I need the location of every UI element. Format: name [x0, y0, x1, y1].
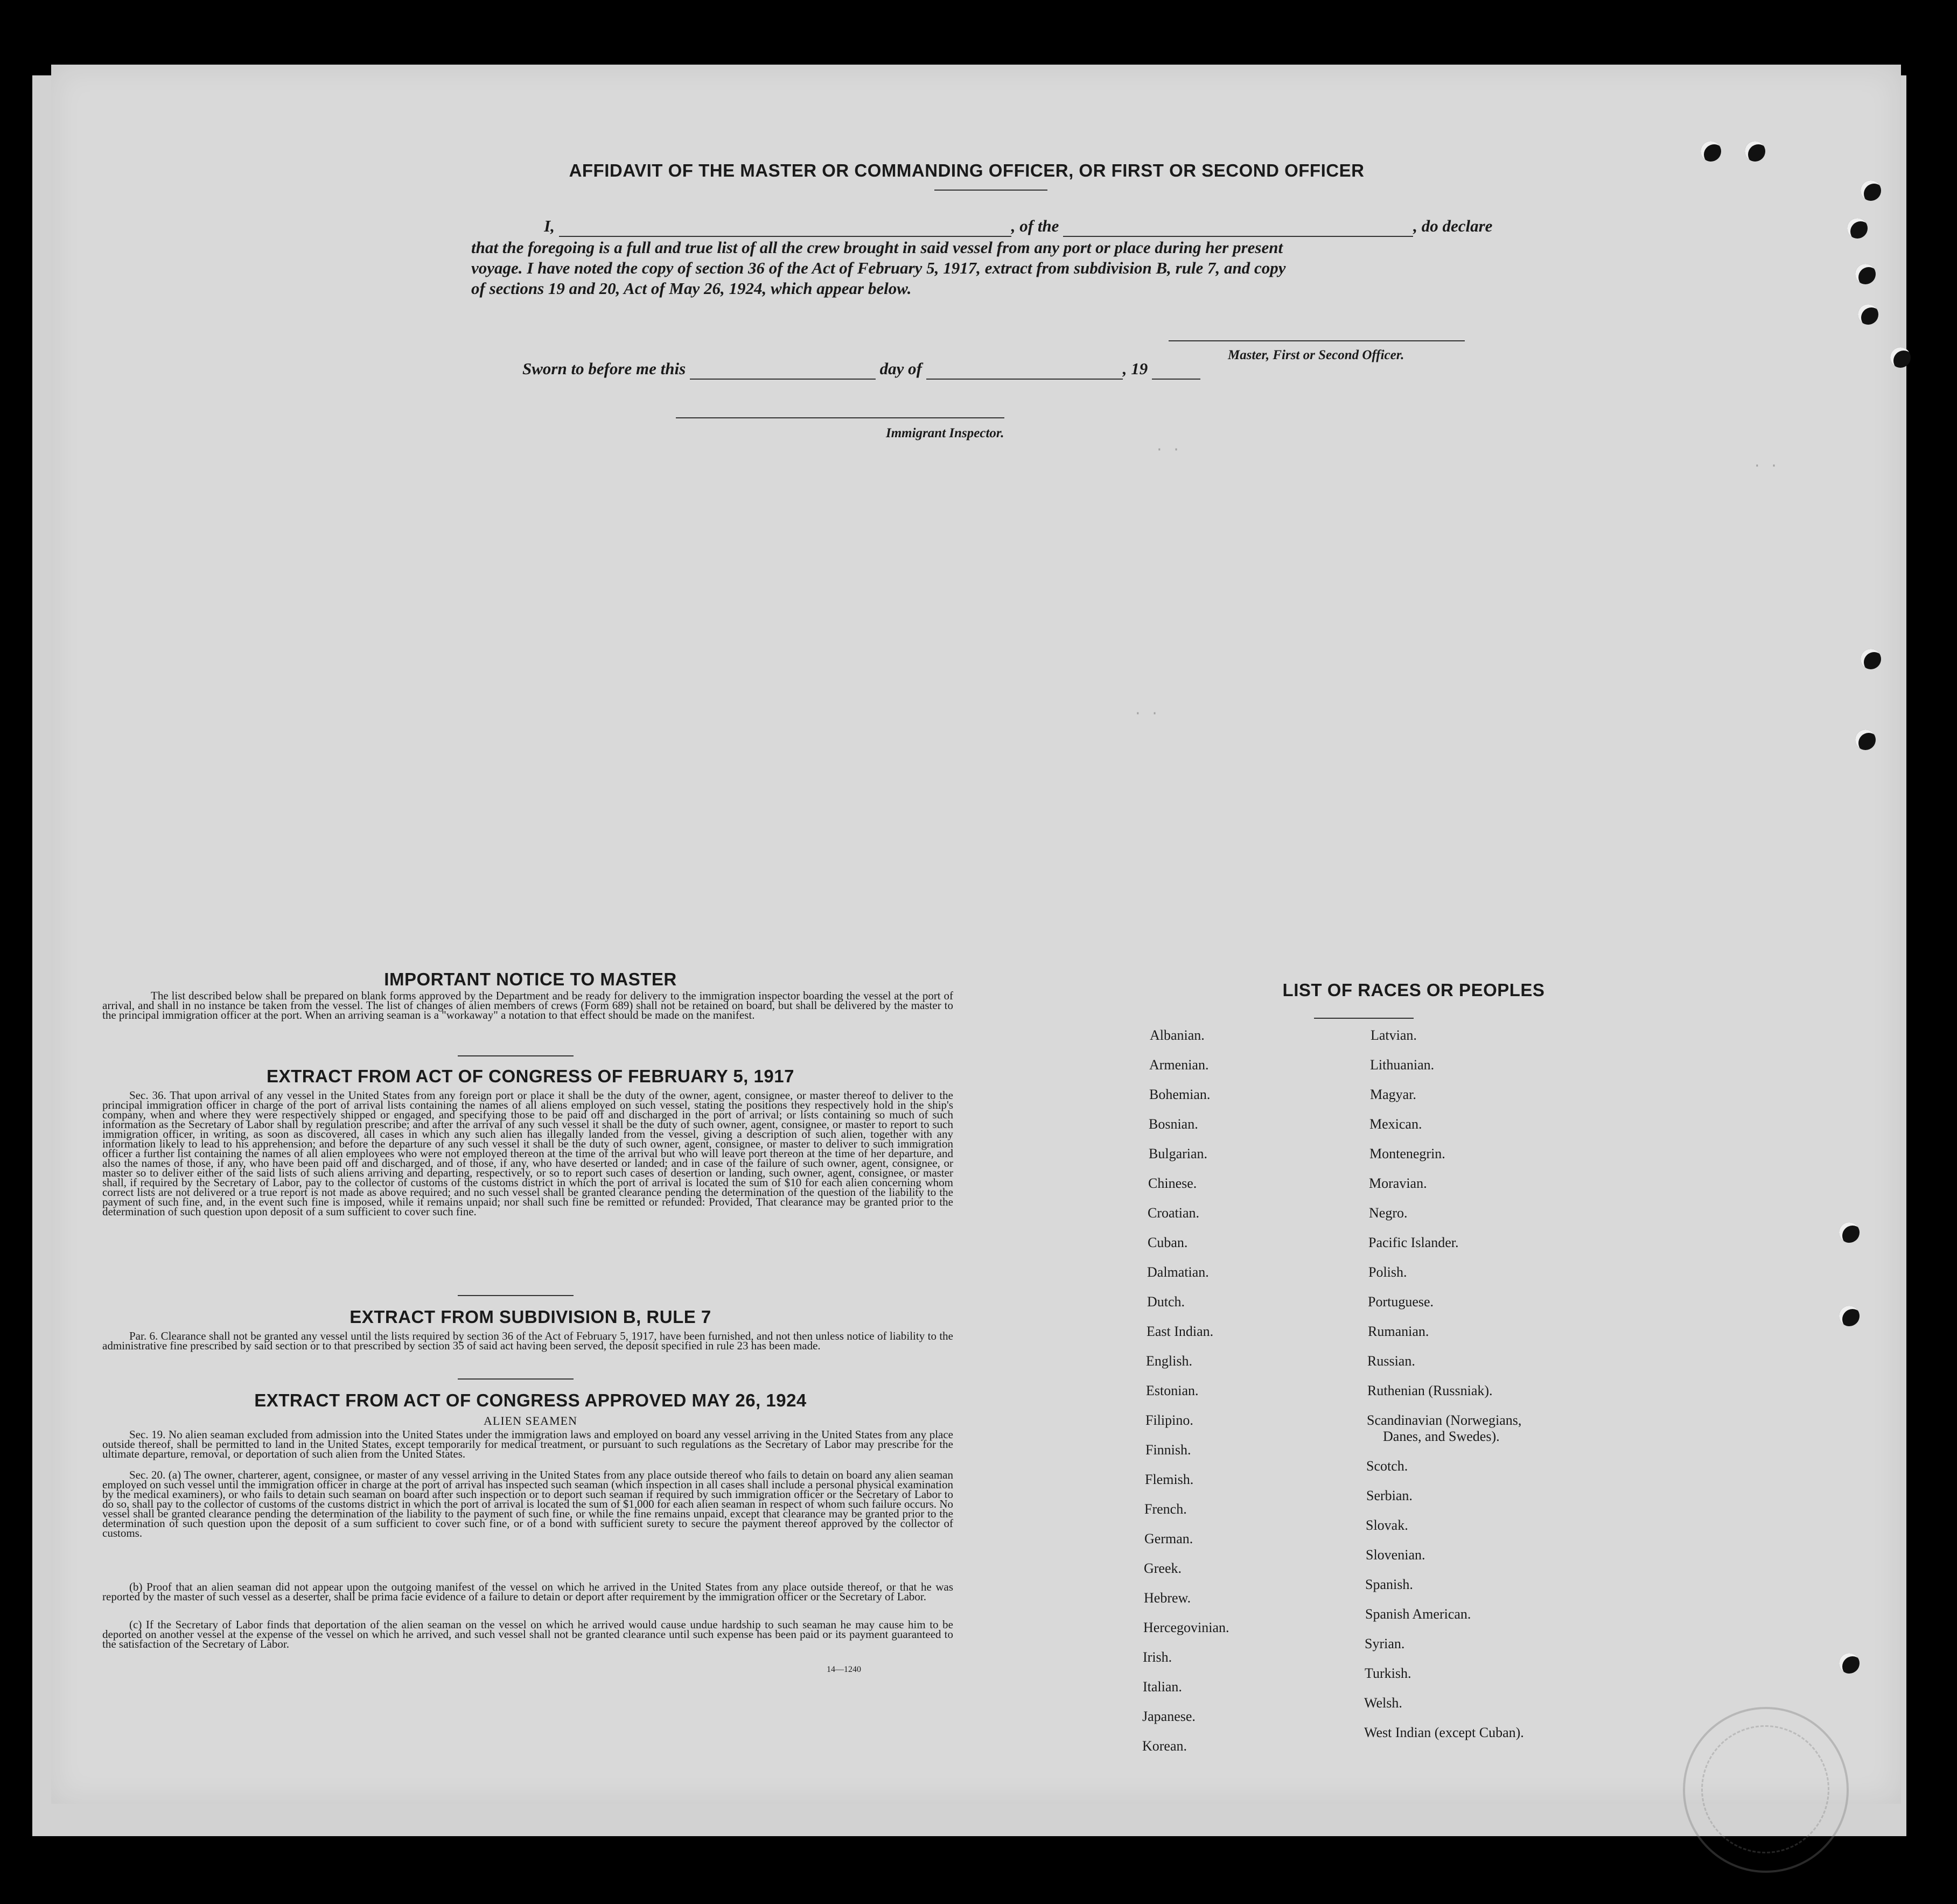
master-signature-label: Master, First or Second Officer.: [1228, 348, 1404, 362]
race-item: Irish.: [1143, 1649, 1172, 1665]
race-item: Bosnian.: [1149, 1116, 1198, 1132]
race-item: Magyar.: [1370, 1087, 1416, 1102]
extract3-subtitle: ALIEN SEAMEN: [484, 1414, 577, 1427]
race-item: Mexican.: [1369, 1116, 1422, 1132]
binder-hole: [1861, 180, 1881, 201]
official-seal-stamp: [1683, 1707, 1849, 1873]
race-item: Polish.: [1368, 1264, 1407, 1280]
binder-hole: [1839, 1653, 1860, 1674]
race-item: Scandinavian (Norwegians,: [1367, 1412, 1522, 1428]
affidavit-line-2: that the foregoing is a full and true list of all the crew brought in said vessel from any port or place during her present: [471, 238, 1283, 257]
inspector-signature-line[interactable]: [676, 417, 1004, 418]
race-item: East Indian.: [1147, 1324, 1214, 1339]
inspector-label: Immigrant Inspector.: [886, 426, 1004, 440]
races-title-underline: [1314, 1018, 1414, 1019]
race-item: Scotch.: [1366, 1458, 1408, 1474]
bleed-through-mark: · ·: [1134, 705, 1159, 722]
binder-hole: [1890, 347, 1911, 368]
extract3-sec20c: (c) If the Secretary of Labor finds that deportation of the alien seaman on the vessel on which he arrived would cause undue hardship to such seaman he may cause him to be deported on another vessel at the expense of the vessel on which he arrived, and such vessel shall not be granted clearance until such expense has been paid or its payment guaranteed to the satisfaction of the Secretary of Labor.: [102, 1618, 953, 1650]
binder-hole: [1855, 264, 1876, 284]
binder-hole: [1745, 141, 1765, 162]
sworn-day-of: day of: [879, 359, 922, 378]
affidavit-of-the: , of the: [1011, 216, 1059, 235]
extract2-body: Par. 6. Clearance shall not be granted any vessel until the lists required by section 36 of the Act of February 5, 1917, have been furnished, and not then unless notice of liability to the administrative fine prescribed by said section or to that prescribed by section 35 of said act having been served, the deposit specified in rule 23 has been made.: [102, 1329, 953, 1352]
race-item: Welsh.: [1364, 1695, 1402, 1711]
race-item: Japanese.: [1142, 1709, 1196, 1724]
bleed-through-mark: · ·: [1753, 458, 1778, 474]
binder-hole: [1839, 1222, 1860, 1243]
affidavit-line-3: voyage. I have noted the copy of section 36 of the Act of February 5, 1917, extract from subdivision B, rule 7, and copy: [471, 258, 1286, 277]
sworn-prefix: Sworn to before me this: [522, 359, 686, 378]
section-divider: [458, 1055, 574, 1056]
sworn-year-field[interactable]: [1152, 379, 1200, 380]
form-number: 14—1240: [827, 1665, 861, 1674]
title-underline: [934, 190, 1047, 191]
race-item: Russian.: [1367, 1353, 1415, 1369]
sworn-year-label: , 19: [1122, 359, 1148, 378]
section-divider: [458, 1295, 574, 1296]
sworn-month-field[interactable]: [926, 379, 1123, 380]
sworn-line: [522, 358, 1200, 380]
race-item: Slovak.: [1366, 1517, 1408, 1533]
race-item: Montenegrin.: [1369, 1146, 1445, 1161]
binder-hole: [1701, 141, 1721, 162]
race-item: German.: [1144, 1531, 1193, 1546]
affidavit-declare: , do declare: [1413, 216, 1493, 235]
race-item: French.: [1144, 1501, 1187, 1517]
notice-body: The list described below shall be prepared on blank forms approved by the Department and be ready for delivery to the immigration inspector boarding the vessel at the port of arrival, and shall in no instance be taken from the vessel. The list of changes of alien members of crews (Form 689) shall not be retained on board, but shall be delivered by the master to the principal immigration officer at the port. When an arriving seaman is a "workaway" a notation to that effect should be made on the manifest.: [102, 989, 953, 1021]
race-item: Armenian.: [1149, 1057, 1209, 1073]
affidavit-page: [51, 65, 1901, 1804]
extract3-sec20a: Sec. 20. (a) The owner, charterer, agent, consignee, or master of any vessel arriving in the United States from any place outside thereof who fails to detain on board any alien seaman employed on such vessel until the immigration officer in charge at the port of arrival has inspected such seaman (which inspection in all cases shall include a personal physical examination by the medical examiners), or who fails to detain such seaman on board after such inspection or to deport such seaman if required by such immigration officer or the Secretary of Labor to do so, shall pay to the collector of customs of the customs district in which the port of arrival is located the sum of $1,000 for each alien seaman in respect of whom such failure occurs. No vessel shall be granted clearance pending the determination of the liability to the payment of such fine, or while the fine remains unpaid, except that clearance may be granted prior to the determination of such question upon the deposit of a sum sufficient to cover such fine, or of a bond with sufficient surety to secure the payment thereof approved by the collector of customs.: [102, 1468, 953, 1539]
binder-hole: [1855, 730, 1876, 750]
race-item: Rumanian.: [1368, 1324, 1429, 1339]
extract1-body: Sec. 36. That upon arrival of any vessel in the United States from any foreign port or place it shall be the duty of the owner, agent, consignee, or master thereof to deliver to the principal immigration officer in charge of the port of arrival lists containing the names of all aliens employed on such vessel, stating the positions they respectively hold in the ship's company, when and where they were respectively shipped or engaged, and specifying those to be paid off and discharged in the port of arrival; or lists containing so much of such information as the Secretary of Labor shall by regulation prescribe; and after the arrival of any such vessel it shall be the duty of such owner, agent, consignee, or master to report to such immigration officer, in writing, as soon as discovered, all cases in which any such alien has illegally landed from the vessel, giving a description of such alien, together with any information likely to lead to his apprehension; and before the departure of any such vessel it shall be the duty of such owner, agent, consignee, or master to deliver to such immigration officer a further list containing the names of all alien employees who were not employed thereon at the time of the arrival but who will leave port thereon at the time of her departure, and also the names of those, if any, who have been paid off and discharged, and of those, if any, who have deserted or landed; and in case of the failure of such owner, agent, consignee, or master so to deliver either of the said lists of such aliens arriving and departing, respectively, or so to report such cases of desertion or landing, such owner, agent, consignee, or master shall, if required by the Secretary of Labor, pay to the collector of customs of the customs district in which the port of arrival is located the sum of $10 for each alien concerning whom correct lists are not delivered or a true report is not made as above required; and no such vessel shall be granted clearance pending the determination of the question of the liability to the payment of such fine, and, in the event such fine is imposed, while it remains unpaid; nor shall such fine be remitted or refunded: Provided, That clearance may be granted prior to the determination of such question upon deposit of a sum sufficient to cover such fine.: [102, 1089, 953, 1218]
binder-hole: [1847, 218, 1868, 239]
race-item: Chinese.: [1148, 1175, 1197, 1191]
race-item: Portuguese.: [1368, 1294, 1434, 1310]
binder-hole: [1858, 304, 1878, 325]
race-item: Cuban.: [1148, 1235, 1188, 1250]
race-item: Negro.: [1369, 1205, 1408, 1221]
race-item: Spanish American.: [1365, 1606, 1471, 1622]
race-item: Turkish.: [1365, 1665, 1411, 1681]
race-item: Korean.: [1142, 1738, 1187, 1754]
race-item: Danes, and Swedes).: [1383, 1429, 1500, 1444]
race-item: Ruthenian (Russniak).: [1367, 1383, 1493, 1398]
race-item: Lithuanian.: [1370, 1057, 1435, 1073]
race-item: Bulgarian.: [1149, 1146, 1208, 1161]
affidavit-line-1: [471, 215, 1543, 237]
affidavit-line-4: of sections 19 and 20, Act of May 26, 1924, which appear below.: [471, 279, 912, 298]
notice-title: IMPORTANT NOTICE TO MASTER: [384, 969, 677, 989]
race-item: Hebrew.: [1144, 1590, 1191, 1606]
race-item: Italian.: [1143, 1679, 1182, 1695]
extract3-sec19: Sec. 19. No alien seaman excluded from admission into the United States under the immigration laws and employed on board any vessel arriving in the United States from any place outside thereof, shall be permitted to land in the United States, except temporarily for medical treatment, or pursuant to such regulations as the Secretary of Labor may prescribe for the ultimate departure, removal, or deportation of such alien from the United States.: [102, 1428, 953, 1460]
race-item: West Indian (except Cuban).: [1364, 1725, 1524, 1740]
race-item: Finnish.: [1145, 1442, 1191, 1458]
race-item: Latvian.: [1371, 1027, 1417, 1043]
race-item: Pacific Islander.: [1368, 1235, 1459, 1250]
binder-hole: [1861, 649, 1881, 669]
extract1-title: EXTRACT FROM ACT OF CONGRESS OF FEBRUARY 5, 1917: [267, 1066, 794, 1086]
race-item: Dutch.: [1147, 1294, 1185, 1310]
race-item: Flemish.: [1145, 1472, 1194, 1487]
race-item: Greek.: [1144, 1560, 1182, 1576]
race-item: English.: [1146, 1353, 1192, 1369]
sworn-day-field[interactable]: [690, 379, 876, 380]
race-item: Dalmatian.: [1147, 1264, 1209, 1280]
race-item: Syrian.: [1365, 1636, 1405, 1651]
race-item: Filipino.: [1145, 1412, 1193, 1428]
race-item: Bohemian.: [1149, 1087, 1211, 1102]
extract3-title: EXTRACT FROM ACT OF CONGRESS APPROVED MAY 26, 1924: [254, 1390, 807, 1410]
races-title: LIST OF RACES OR PEOPLES: [1282, 980, 1545, 1000]
extract3-sec20b: (b) Proof that an alien seaman did not appear upon the outgoing manifest of the vessel on which he arrived in the United States from any place outside thereof, or that he was reported by the master of such vessel as a deserter, shall be prima facie evidence of a failure to detain or deport after requirement by the immigration officer or the Secretary of Labor.: [102, 1580, 953, 1603]
extract2-title: EXTRACT FROM SUBDIVISION B, RULE 7: [350, 1307, 711, 1327]
bleed-through-mark: · ·: [1155, 442, 1180, 458]
race-item: Albanian.: [1150, 1027, 1205, 1043]
race-item: Moravian.: [1369, 1175, 1427, 1191]
affidavit-title: AFFIDAVIT OF THE MASTER OR COMMANDING OFFICER, OR FIRST OR SECOND OFFICER: [569, 160, 1365, 180]
affidavit-i-label: I,: [544, 216, 555, 235]
race-item: Croatian.: [1148, 1205, 1200, 1221]
master-signature-line[interactable]: [1169, 340, 1465, 341]
race-item: Hercegovinian.: [1143, 1620, 1229, 1635]
race-item: Slovenian.: [1366, 1547, 1425, 1563]
binder-hole: [1839, 1306, 1860, 1326]
race-item: Serbian.: [1366, 1488, 1413, 1503]
section-divider: [458, 1378, 574, 1380]
race-item: Estonian.: [1146, 1383, 1199, 1398]
race-item: Spanish.: [1365, 1577, 1413, 1592]
